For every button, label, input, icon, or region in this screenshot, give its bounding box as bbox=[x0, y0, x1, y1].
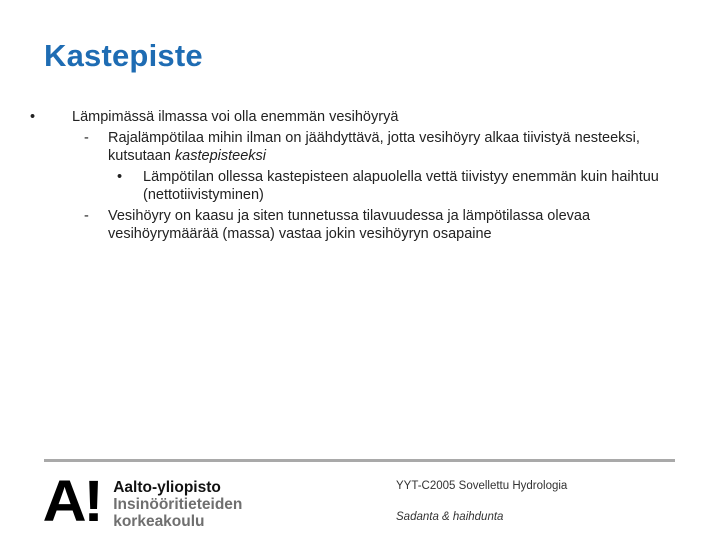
dash-marker: - bbox=[84, 130, 89, 146]
footer-divider bbox=[44, 459, 675, 462]
lecture-topic: Sadanta & haihdunta bbox=[396, 511, 504, 523]
logo-wordmark bbox=[113, 478, 242, 530]
bullet-marker: • bbox=[30, 109, 36, 125]
logo-mark: A! bbox=[42, 469, 101, 534]
aalto-logo bbox=[42, 469, 243, 534]
logo-school-line1: Insinööritieteiden bbox=[113, 496, 243, 513]
slide-body bbox=[28, 108, 668, 246]
bullet-item bbox=[28, 108, 668, 126]
sub-bullet-text: Vesihöyry on kaasu ja siten tunnetussa tilavuudessa ja lämpötilassa olevaa vesihöyrymäärää (massa) vastaa jokin vesihöyryn osapaine bbox=[108, 208, 591, 242]
sub-sub-bullet-text: Lämpötilan ollessa kastepisteen alapuolella vettä tiivistyy enemmän kuin haihtuu (nettotiivistyminen) bbox=[143, 169, 659, 203]
course-name: YYT-C2005 Sovellettu Hydrologia bbox=[396, 480, 568, 492]
sub-sub-bullet-item bbox=[28, 168, 668, 204]
footer-info bbox=[396, 480, 567, 523]
bullet-marker: • bbox=[117, 169, 123, 185]
logo-school-line2: korkeakoulu bbox=[113, 513, 205, 530]
emphasized-term: kastepisteeksi bbox=[174, 148, 266, 164]
dash-marker: - bbox=[84, 208, 89, 224]
logo-university: Aalto-yliopisto bbox=[113, 479, 221, 496]
bullet-text: Lämpimässä ilmassa voi olla enemmän vesihöyryä bbox=[72, 109, 399, 125]
sub-bullet-item bbox=[28, 207, 668, 243]
sub-bullet-item bbox=[28, 129, 668, 165]
sub-bullet-text: Rajalämpötilaa mihin ilman on jäähdyttävä, jotta vesihöyry alkaa tiivistyä nesteeksi, kutsutaan bbox=[108, 130, 640, 164]
slide-title: Kastepiste bbox=[44, 38, 203, 73]
